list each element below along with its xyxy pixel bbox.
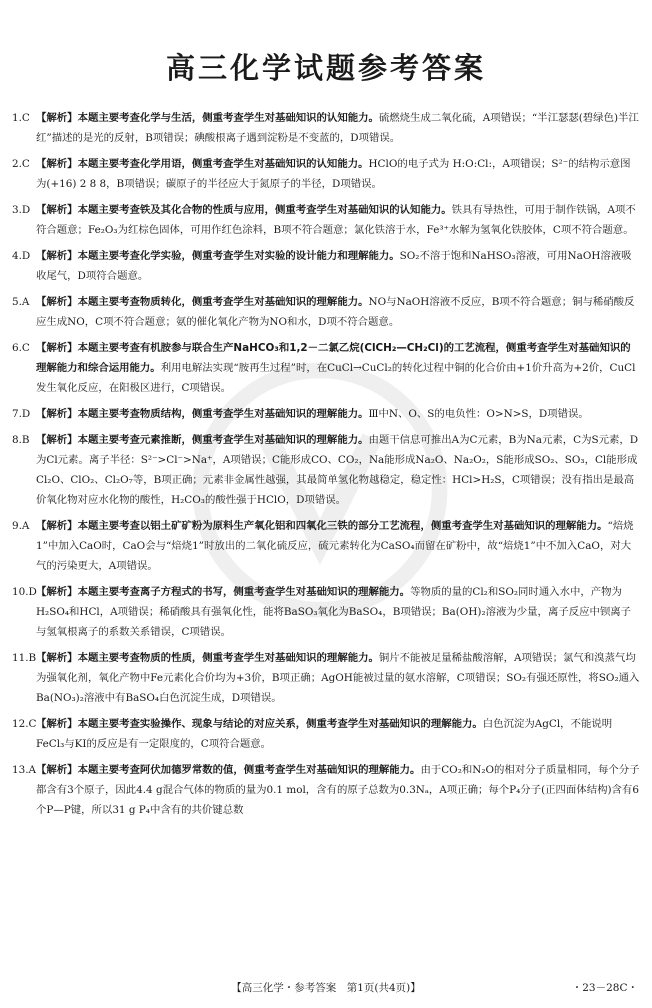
analysis-headline: 本题主要考查物质结构，侧重考查学生对基础知识的理解能力。: [77, 408, 369, 420]
analysis-body: 铜片不能被足量稀盐酸溶解，A项错误；氯气和溴蒸气均为强氧化剂，氧化产物中Fe元素化合价均为+3价，B项正确；AgOH能被过量的氨水溶解，C项错误；SO₂有强还原性，将SO₂通入Ba(NO₃)₂溶液中有BaSO₄白色沉淀生成，D项错误。: [36, 652, 640, 704]
analysis-headline: 本题主要考查元素推断，侧重考查学生对基础知识的理解能力。: [77, 434, 369, 446]
answer-number: 8.B: [12, 434, 30, 446]
analysis-tag: 【解析】: [36, 342, 78, 354]
analysis-body: 由于CO₂和N₂O的相对分子质量相同，每个分子都含有3个原子，因此4.4 g混合气体的物质的量为0.1 mol，含有的原子总数为0.3Nₐ，A项正确；每个P₄分子(正四面体结构)含有6个P—P键，所以31 g P₄中含有的共价键总数: [36, 764, 640, 816]
analysis-body: 白色沉淀为AgCl，不能说明FeCl₃与KI的反应是有一定限度的，C项符合题意。: [36, 718, 613, 750]
answer-item-10: [12, 582, 640, 642]
analysis-tag: 【解析】: [36, 718, 78, 730]
answer-item-8: [12, 430, 640, 510]
analysis-tag: 【解析】: [36, 250, 78, 262]
answer-item-12: [12, 714, 640, 754]
answer-item-6: [12, 338, 640, 398]
analysis-headline: 本题主要考查物质转化，侧重考查学生对基础知识的理解能力。: [77, 296, 369, 308]
answer-number: 5.A: [12, 296, 30, 308]
analysis-headline: 本题主要考查以铝土矿矿粉为原料生产氧化铝和四氧化三铁的部分工艺流程，侧重考查学生对基础知识的理解能力。: [77, 520, 608, 532]
analysis-body: 铁具有导热性，可用于制作铁锅，A项不符合题意；Fe₂O₃为红棕色固体，可用作红色涂料，B项不符合题意；氯化铁溶于水，Fe³⁺水解为氢氧化铁胶体，C项不符合题意。: [36, 204, 636, 236]
page-title: 高三化学试题参考答案: [165, 51, 486, 85]
answer-list: [12, 108, 640, 826]
analysis-body: “焙烧1”中加入CaO时，CaO会与“焙烧1”时放出的二氧化硫反应，硫元素转化为CaSO₄而留在矿粉中，故“焙烧1”中不加入CaO，对大气的污染更大，A项错误。: [36, 520, 634, 572]
analysis-headline: 本题主要考查有机胺参与联合生产NaHCO₃和1,2－二氯乙烷(ClCH₂—CH₂Cl)的工艺流程，侧重考查学生对基础知识的理解能力和综合运用能力。: [36, 342, 631, 374]
analysis-headline: 本题主要考查物质的性质，侧重考查学生对基础知识的理解能力。: [77, 652, 379, 664]
analysis-body: 硫燃烧生成二氧化硫，A项错误；“半江瑟瑟(碧绿色)半江红”描述的是光的反射，B项错误；碘酸根离子遇到淀粉是不变蓝的，D项错误。: [36, 112, 639, 144]
answer-number: 9.A: [12, 520, 30, 532]
answer-number: 7.D: [12, 408, 31, 420]
answer-number: 1.C: [12, 112, 30, 124]
footer-page-info: 【高三化学・参考答案 第1页(共4页)】: [231, 982, 421, 994]
answer-number: 6.C: [12, 342, 30, 354]
analysis-body: 由题干信息可推出A为C元素，B为Na元素，C为S元素，D为Cl元素。离子半径：S²⁻>Cl⁻>Na⁺，A项错误；C能形成CO、CO₂，Na能形成Na₂O、Na₂O₂，S能形成SO₂、SO₃，Cl能形成Cl₂O、ClO₂、Cl₂O₇等，B项正确；元素非金属性越强，其最简单氢化物越稳定，稳定性：HCl>H₂S，C项错误；没有指出是最高价氧化物对应水化物的酸性，H₂CO₃的酸性强于HClO，D项错误。: [36, 434, 639, 506]
answer-item-7: [12, 404, 640, 424]
analysis-tag: 【解析】: [36, 764, 78, 776]
analysis-tag: 【解析】: [36, 158, 78, 170]
analysis-headline: 本题主要考查实验操作、现象与结论的对应关系，侧重考查学生对基础知识的理解能力。: [77, 718, 483, 730]
analysis-body: NO与NaOH溶液不反应，B项不符合题意；铜与稀硝酸反应生成NO，C项不符合题意；氨的催化氧化产物为NO和水，D项不符合题意。: [36, 296, 635, 328]
answer-number: 3.D: [12, 204, 31, 216]
answer-item-2: [12, 154, 640, 194]
analysis-headline: 本题主要考查离子方程式的书写，侧重考查学生对基础知识的理解能力。: [77, 586, 411, 598]
answer-item-13: [12, 760, 640, 820]
analysis-tag: 【解析】: [36, 296, 78, 308]
analysis-body: Ⅲ中N、O、S的电负性：O>N>S，D项错误。: [368, 408, 589, 420]
analysis-tag: 【解析】: [36, 112, 78, 124]
answer-item-11: [12, 648, 640, 708]
analysis-tag: 【解析】: [36, 434, 78, 446]
answer-number: 11.B: [12, 652, 37, 664]
answer-number: 12.C: [12, 718, 37, 730]
analysis-tag: 【解析】: [36, 586, 78, 598]
footer-code: ・23－28C・: [571, 982, 638, 994]
analysis-tag: 【解析】: [36, 204, 78, 216]
analysis-headline: 本题主要考查阿伏加德罗常数的值，侧重考查学生对基础知识的理解能力。: [77, 764, 421, 776]
answer-number: 2.C: [12, 158, 30, 170]
answer-item-4: [12, 246, 640, 286]
answer-item-9: [12, 516, 640, 576]
analysis-body: SO₂不溶于饱和NaHSO₃溶液，可用NaOH溶液吸收尾气，D项符合题意。: [36, 250, 632, 282]
answer-number: 10.D: [12, 586, 37, 598]
answer-item-5: [12, 292, 640, 332]
analysis-headline: 本题主要考查化学与生活，侧重考查学生对基础知识的认知能力。: [77, 112, 379, 124]
answer-number: 13.A: [12, 764, 37, 776]
analysis-headline: 本题主要考查铁及其化合物的性质与应用，侧重考查学生对基础知识的认知能力。: [77, 204, 452, 216]
answer-item-1: [12, 108, 640, 148]
analysis-headline: 本题主要考查化学用语，侧重考查学生对基础知识的认知能力。: [77, 158, 369, 170]
analysis-body: 利用电解法实现“胺再生过程”时，在CuCl→CuCl₂的转化过程中铜的化合价由+1价升高为+2价，CuCl发生氧化反应，在阳极区进行，C项错误。: [36, 362, 636, 394]
analysis-body: 等物质的量的Cl₂和SO₂同时通入水中，产物为H₂SO₄和HCl，A项错误；稀硝酸具有强氧化性，能将BaSO₃氧化为BaSO₄，B项错误；Ba(OH)₂溶液为少量，离子反应中钡离子与氢氧根离子的系数关系错误，C项错误。: [36, 586, 632, 638]
analysis-tag: 【解析】: [36, 408, 78, 420]
answer-item-3: [12, 200, 640, 240]
answer-number: 4.D: [12, 250, 31, 262]
analysis-tag: 【解析】: [36, 652, 78, 664]
analysis-body: HClO的电子式为 H:O:Cl:，A项错误；S²⁻的结构示意图为(+16) 2 8 8，B项错误；碳原子的半径应大于氮原子的半径，D项错误。: [36, 158, 631, 190]
analysis-tag: 【解析】: [36, 520, 78, 532]
analysis-headline: 本题主要考查化学实验，侧重考查学生对实验的设计能力和理解能力。: [77, 250, 400, 262]
